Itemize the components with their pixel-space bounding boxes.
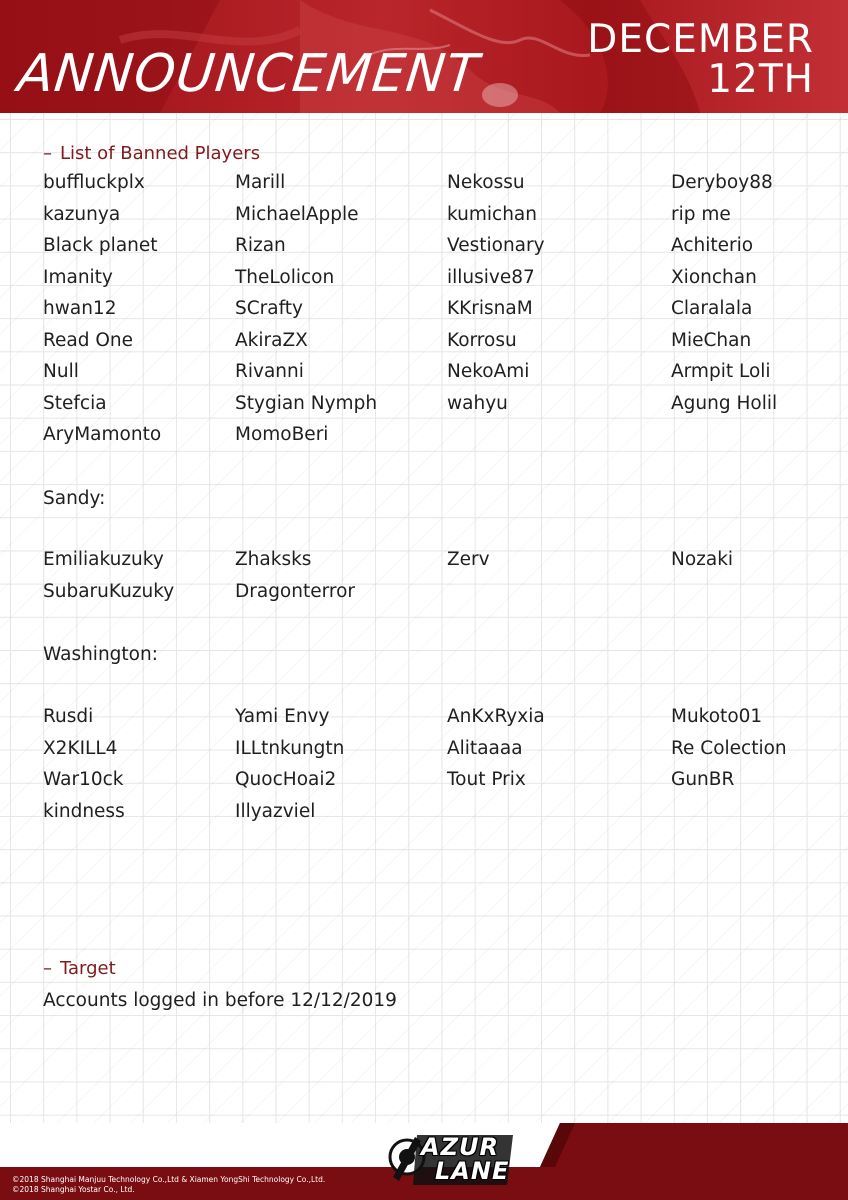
player-name: Alitaaaa bbox=[447, 737, 523, 759]
player-name: illusive87 bbox=[447, 266, 535, 288]
player-name: Nekossu bbox=[447, 172, 525, 193]
player-name: MichaelApple bbox=[235, 203, 359, 225]
player-name: MomoBeri bbox=[235, 424, 329, 445]
player-name: Illyazviel bbox=[235, 800, 316, 822]
player-name: TheLolicon bbox=[235, 266, 335, 288]
player-name: SCrafty bbox=[235, 298, 303, 319]
player-name: Rusdi bbox=[43, 706, 94, 727]
player-name: AnKxRyxia bbox=[447, 706, 545, 727]
washington-label: Washington: bbox=[43, 644, 158, 665]
sandy-label: Sandy: bbox=[43, 488, 106, 509]
page-title: ANNOUNCEMENT bbox=[14, 44, 482, 104]
player-name: Black planet bbox=[43, 235, 158, 256]
banned-sandy-list bbox=[43, 548, 823, 611]
banned-section-title bbox=[43, 143, 260, 165]
player-name: Dragonterror bbox=[235, 580, 356, 602]
copyright-line-2: ©2018 Shanghai Yostar Co., Ltd. bbox=[12, 1185, 135, 1194]
azur-lane-logo-icon bbox=[387, 1127, 521, 1193]
player-name: Rivanni bbox=[235, 361, 304, 382]
player-name: Xionchan bbox=[671, 266, 757, 288]
target-section-label: Target bbox=[60, 958, 116, 979]
target-section-title bbox=[43, 958, 116, 980]
player-name: Mukoto01 bbox=[671, 706, 763, 727]
logo-line-1: AZUR bbox=[421, 1133, 499, 1161]
player-name bbox=[671, 800, 821, 832]
player-name bbox=[447, 800, 671, 832]
player-name: Achiterio bbox=[671, 235, 754, 256]
player-name: Deryboy88 bbox=[671, 172, 773, 193]
player-name: Zhaksks bbox=[235, 549, 312, 570]
player-name bbox=[447, 423, 671, 455]
player-name: X2KILL4 bbox=[43, 737, 118, 759]
player-name: Re Colection bbox=[671, 737, 787, 759]
player-name: Read One bbox=[43, 329, 134, 351]
copyright-line-1: ©2018 Shanghai Manjuu Technology Co.,Ltd & Xiamen YongShi Technology Co.,Ltd. bbox=[12, 1175, 326, 1184]
player-name: Armpit Loli bbox=[671, 361, 771, 382]
player-name: Korrosu bbox=[447, 329, 517, 351]
banned-section-label: List of Banned Players bbox=[60, 143, 261, 164]
logo-wordmark bbox=[387, 1127, 521, 1193]
footer-banner bbox=[0, 1123, 848, 1200]
player-name: Stefcia bbox=[43, 392, 107, 414]
player-name bbox=[671, 423, 821, 455]
player-name: SubaruKuzuky bbox=[43, 580, 175, 602]
banned-washington-list bbox=[43, 705, 823, 831]
dash-marker-icon: – bbox=[43, 958, 52, 979]
player-name: wahyu bbox=[447, 392, 508, 414]
player-name: GunBR bbox=[671, 769, 735, 790]
player-name: NekoAmi bbox=[447, 361, 530, 382]
target-description: Accounts logged in before 12/12/2019 bbox=[43, 990, 397, 1011]
player-name: War10ck bbox=[43, 769, 124, 790]
date-line-month: DECEMBER bbox=[587, 17, 814, 62]
logo-line-2: LANE bbox=[435, 1157, 510, 1185]
date-line-day: 12TH bbox=[707, 57, 814, 102]
player-name: Marill bbox=[235, 172, 286, 193]
player-name: Agung Holil bbox=[671, 392, 778, 414]
player-name: ILLtnkungtn bbox=[235, 737, 345, 759]
player-name: Null bbox=[43, 361, 79, 382]
player-name: Emiliakuzuky bbox=[43, 549, 164, 570]
player-name bbox=[447, 580, 671, 612]
banned-general-list bbox=[43, 171, 823, 455]
player-name: MieChan bbox=[671, 329, 752, 351]
player-name: KKrisnaM bbox=[447, 298, 533, 319]
player-name: kumichan bbox=[447, 203, 537, 225]
player-name: kazunya bbox=[43, 203, 121, 225]
player-name bbox=[671, 580, 821, 612]
player-name: hwan12 bbox=[43, 298, 117, 319]
header-banner bbox=[0, 0, 848, 113]
player-name: AkiraZX bbox=[235, 329, 308, 351]
player-name: Claralala bbox=[671, 298, 753, 319]
player-name: Yami Envy bbox=[235, 706, 330, 727]
announcement-date bbox=[534, 17, 814, 102]
player-name: Rizan bbox=[235, 235, 286, 256]
player-name: Vestionary bbox=[447, 235, 545, 256]
player-name: kindness bbox=[43, 800, 125, 822]
player-name: Tout Prix bbox=[447, 769, 526, 790]
player-name: AryMamonto bbox=[43, 424, 162, 445]
dash-marker-icon: – bbox=[43, 143, 52, 164]
player-name: rip me bbox=[671, 203, 731, 225]
player-name: buffluckplx bbox=[43, 172, 145, 193]
player-name: Zerv bbox=[447, 549, 490, 570]
player-name: Imanity bbox=[43, 266, 113, 288]
player-name: QuocHoai2 bbox=[235, 769, 337, 790]
player-name: Stygian Nymph bbox=[235, 392, 378, 414]
player-name: Nozaki bbox=[671, 549, 734, 570]
copyright-notice bbox=[12, 1175, 325, 1195]
